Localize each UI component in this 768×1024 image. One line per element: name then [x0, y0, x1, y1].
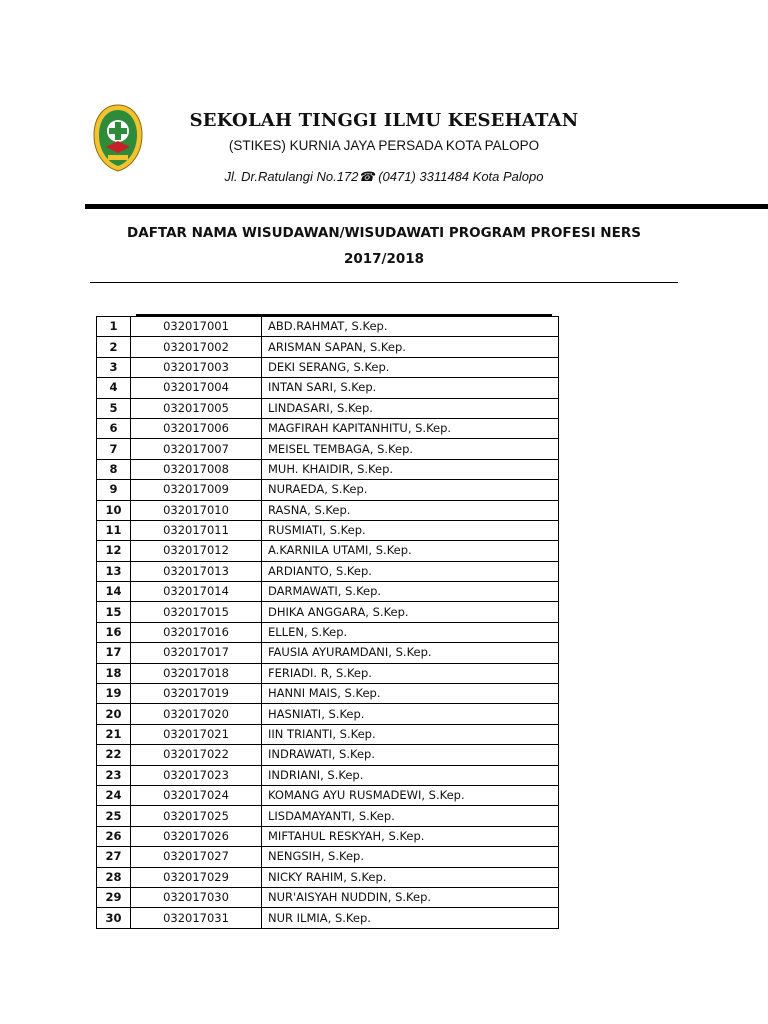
student-id: 032017022: [131, 745, 262, 765]
student-id: 032017013: [131, 561, 262, 581]
student-name: ARDIANTO, S.Kep.: [262, 561, 559, 581]
student-name: NUR'AISYAH NUDDIN, S.Kep.: [262, 887, 559, 907]
student-id: 032017002: [131, 337, 262, 357]
student-name: KOMANG AYU RUSMADEWI, S.Kep.: [262, 785, 559, 805]
row-number: 5: [97, 398, 131, 418]
document-title-line1: DAFTAR NAMA WISUDAWAN/WISUDAWATI PROGRAM PROFESI NERS: [127, 225, 641, 241]
table-row: [97, 908, 559, 928]
student-name: ARISMAN SAPAN, S.Kep.: [262, 337, 559, 357]
student-id: 032017027: [131, 847, 262, 867]
table-row: [97, 745, 559, 765]
table-row: [97, 398, 559, 418]
table-row: [97, 480, 559, 500]
student-name: RASNA, S.Kep.: [262, 500, 559, 520]
student-name: HASNIATI, S.Kep.: [262, 704, 559, 724]
row-number: 7: [97, 439, 131, 459]
student-id: 032017026: [131, 826, 262, 846]
table-row: [97, 418, 559, 438]
student-name: ABD.RAHMAT, S.Kep.: [262, 317, 559, 337]
header-divider: [85, 204, 768, 209]
table-row: [97, 459, 559, 479]
student-name: RUSMIATI, S.Kep.: [262, 520, 559, 540]
student-id: 032017029: [131, 867, 262, 887]
student-name: A.KARNILA UTAMI, S.Kep.: [262, 541, 559, 561]
student-id: 032017025: [131, 806, 262, 826]
table-row: [97, 317, 559, 337]
student-name: LISDAMAYANTI, S.Kep.: [262, 806, 559, 826]
table-row: [97, 887, 559, 907]
student-id: 032017008: [131, 459, 262, 479]
student-id: 032017005: [131, 398, 262, 418]
student-id: 032017018: [131, 663, 262, 683]
graduates-table-body: [97, 317, 559, 929]
student-id: 032017007: [131, 439, 262, 459]
row-number: 14: [97, 582, 131, 602]
student-id: 032017017: [131, 643, 262, 663]
document-title-line2: 2017/2018: [343, 251, 425, 267]
table-row: [97, 337, 559, 357]
table-row: [97, 582, 559, 602]
student-id: 032017014: [131, 582, 262, 602]
row-number: 24: [97, 785, 131, 805]
table-row: [97, 500, 559, 520]
row-number: 22: [97, 745, 131, 765]
row-number: 6: [97, 418, 131, 438]
table-row: [97, 867, 559, 887]
student-name: ELLEN, S.Kep.: [262, 622, 559, 642]
row-number: 17: [97, 643, 131, 663]
student-id: 032017006: [131, 418, 262, 438]
student-id: 032017004: [131, 378, 262, 398]
student-name: IIN TRIANTI, S.Kep.: [262, 724, 559, 744]
student-id: 032017016: [131, 622, 262, 642]
title-divider: [90, 282, 678, 283]
student-id: 032017030: [131, 887, 262, 907]
table-row: [97, 602, 559, 622]
row-number: 12: [97, 541, 131, 561]
row-number: 29: [97, 887, 131, 907]
table-row: [97, 704, 559, 724]
row-number: 11: [97, 520, 131, 540]
student-name: NICKY RAHIM, S.Kep.: [262, 867, 559, 887]
student-id: 032017019: [131, 684, 262, 704]
table-row: [97, 663, 559, 683]
student-id: 032017010: [131, 500, 262, 520]
row-number: 30: [97, 908, 131, 928]
row-number: 8: [97, 459, 131, 479]
student-name: MIFTAHUL RESKYAH, S.Kep.: [262, 826, 559, 846]
row-number: 9: [97, 480, 131, 500]
table-row: [97, 541, 559, 561]
table-row: [97, 643, 559, 663]
row-number: 2: [97, 337, 131, 357]
row-number: 25: [97, 806, 131, 826]
table-row: [97, 785, 559, 805]
student-id: 032017012: [131, 541, 262, 561]
table-row: [97, 806, 559, 826]
student-id: 032017009: [131, 480, 262, 500]
table-row: [97, 378, 559, 398]
row-number: 26: [97, 826, 131, 846]
row-number: 20: [97, 704, 131, 724]
row-number: 13: [97, 561, 131, 581]
row-number: 27: [97, 847, 131, 867]
student-name: NURAEDA, S.Kep.: [262, 480, 559, 500]
student-name: FERIADI. R, S.Kep.: [262, 663, 559, 683]
student-name: MUH. KHAIDIR, S.Kep.: [262, 459, 559, 479]
table-row: [97, 520, 559, 540]
student-name: DHIKA ANGGARA, S.Kep.: [262, 602, 559, 622]
student-id: 032017020: [131, 704, 262, 724]
table-row: [97, 439, 559, 459]
row-number: 23: [97, 765, 131, 785]
student-id: 032017001: [131, 317, 262, 337]
table-row: [97, 765, 559, 785]
student-name: INDRIANI, S.Kep.: [262, 765, 559, 785]
student-name: INTAN SARI, S.Kep.: [262, 378, 559, 398]
student-id: 032017003: [131, 357, 262, 377]
student-id: 032017011: [131, 520, 262, 540]
student-name: MEISEL TEMBAGA, S.Kep.: [262, 439, 559, 459]
row-number: 1: [97, 317, 131, 337]
student-name: HANNI MAIS, S.Kep.: [262, 684, 559, 704]
row-number: 28: [97, 867, 131, 887]
table-row: [97, 724, 559, 744]
student-name: NUR ILMIA, S.Kep.: [262, 908, 559, 928]
student-name: FAUSIA AYURAMDANI, S.Kep.: [262, 643, 559, 663]
table-row: [97, 684, 559, 704]
institution-subtitle: (STIKES) KURNIA JAYA PERSADA KOTA PALOPO: [228, 138, 540, 153]
table-row: [97, 622, 559, 642]
student-id: 032017023: [131, 765, 262, 785]
table-row: [97, 561, 559, 581]
row-number: 3: [97, 357, 131, 377]
graduates-table: [96, 316, 559, 929]
student-id: 032017031: [131, 908, 262, 928]
row-number: 10: [97, 500, 131, 520]
row-number: 19: [97, 684, 131, 704]
student-name: DARMAWATI, S.Kep.: [262, 582, 559, 602]
row-number: 21: [97, 724, 131, 744]
table-row: [97, 826, 559, 846]
student-id: 032017021: [131, 724, 262, 744]
student-name: INDRAWATI, S.Kep.: [262, 745, 559, 765]
student-id: 032017024: [131, 785, 262, 805]
student-id: 032017015: [131, 602, 262, 622]
row-number: 15: [97, 602, 131, 622]
row-number: 18: [97, 663, 131, 683]
document-title: [90, 220, 678, 272]
institution-logo: [92, 103, 144, 173]
student-name: NENGSIH, S.Kep.: [262, 847, 559, 867]
row-number: 16: [97, 622, 131, 642]
table-row: [97, 847, 559, 867]
table-row: [97, 357, 559, 377]
student-name: MAGFIRAH KAPITANHITU, S.Kep.: [262, 418, 559, 438]
student-name: LINDASARI, S.Kep.: [262, 398, 559, 418]
institution-address: Jl. Dr.Ratulangi No.172☎ (0471) 3311484 Kota Palopo: [224, 169, 544, 184]
institution-name: SEKOLAH TINGGI ILMU KESEHATAN: [189, 110, 579, 131]
student-name: DEKI SERANG, S.Kep.: [262, 357, 559, 377]
row-number: 4: [97, 378, 131, 398]
